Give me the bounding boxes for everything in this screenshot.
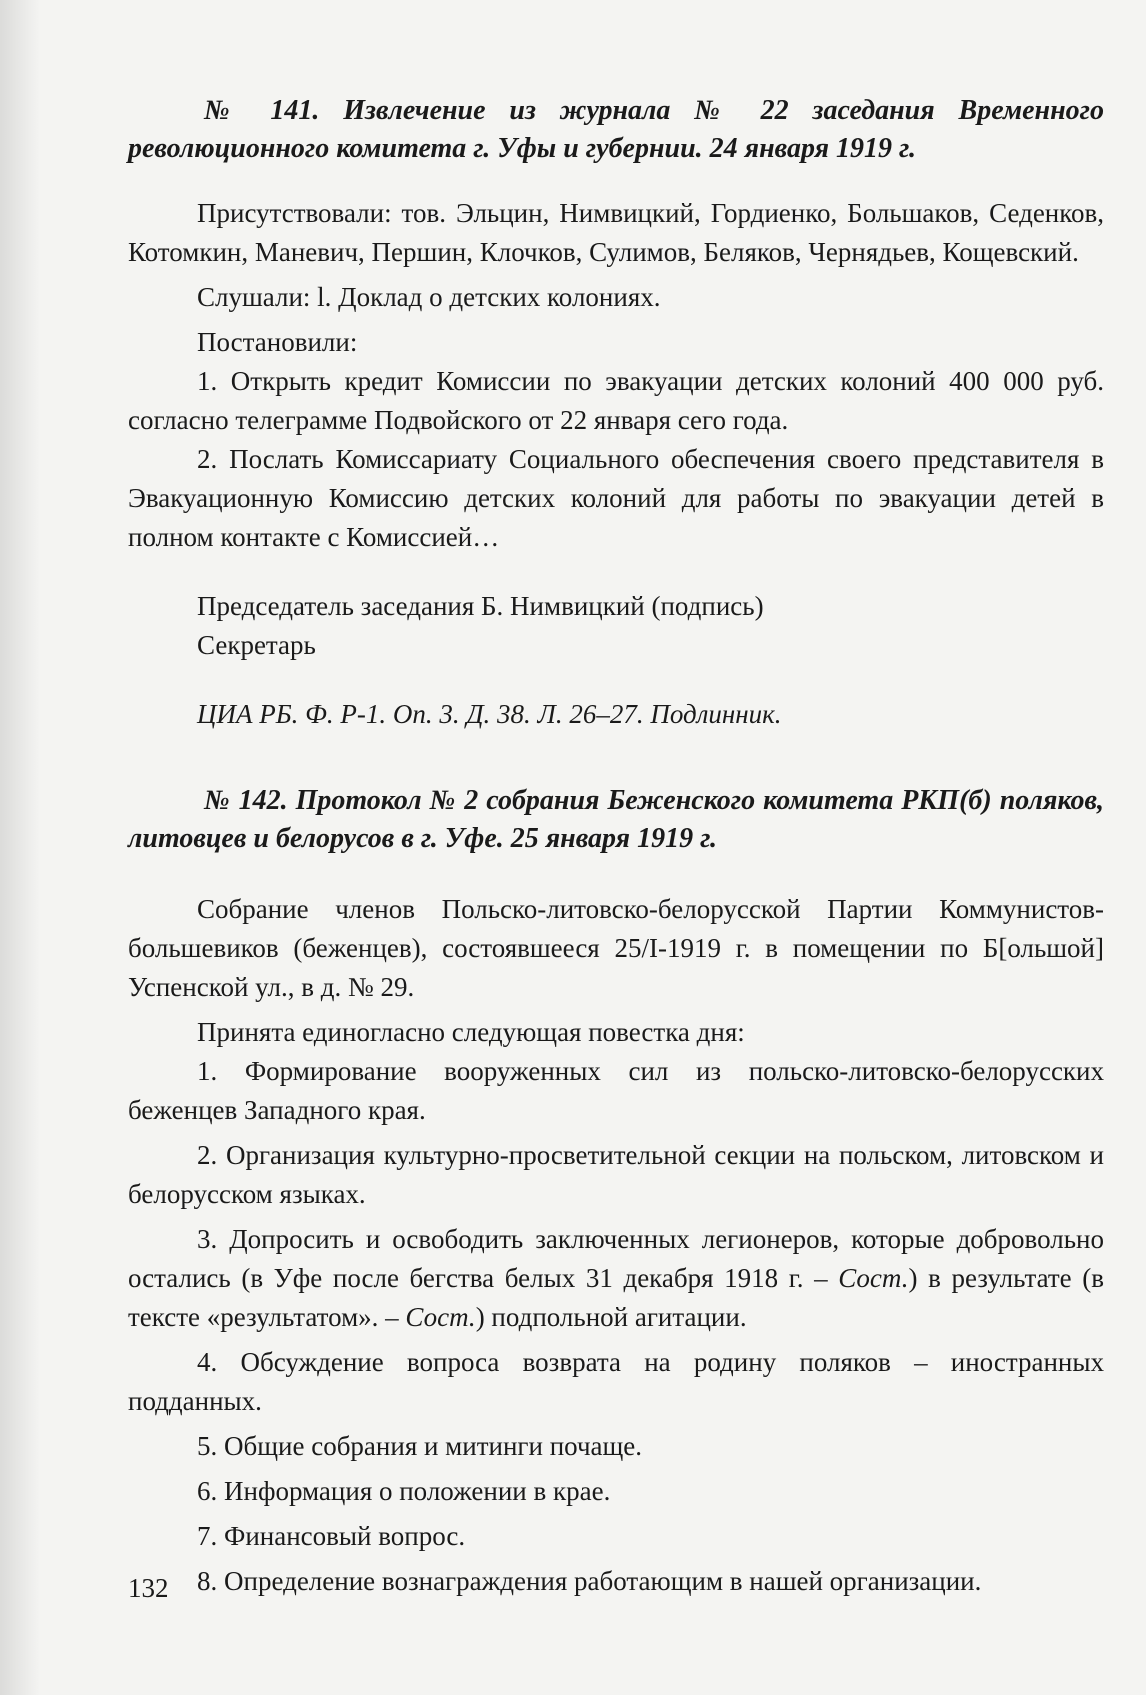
doc141-chairman: Председатель заседания Б. Нимвицкий (подпись) bbox=[197, 591, 764, 621]
doc142-heading: № 142. Протокол № 2 собрания Беженского комитета РКП(б) поляков, литовцев и белорусов в г. Уфе. 25 января 1919 г. bbox=[128, 785, 1104, 854]
page-number: 132 bbox=[128, 1573, 169, 1603]
agenda-item-7: 7. Финансовый вопрос. bbox=[197, 1521, 466, 1551]
agenda-item-2: 2. Организация культурно-просветительной секции на польском, литовском и белорусском языках. bbox=[128, 1140, 1104, 1209]
doc142-intro: Собрание членов Польско-литовско-белорусской Партии Коммунистов-большевиков (беженцев), состоявшееся 25/I-1919 г. в помещении по Б[ольшой] Успенской ул., в д. № 29. bbox=[128, 894, 1104, 1002]
agenda-item-6: 6. Информация о положении в крае. bbox=[197, 1476, 611, 1506]
agenda-item-3-sost-1: Сост. bbox=[838, 1263, 909, 1293]
agenda-item-3-part-2: ) в результате (в тексте «результатом». – bbox=[128, 1263, 1104, 1332]
doc141-heading: № 141. Извлечение из журнала № 22 заседания Временного революционного комитета г. Уфы и губернии. 24 января 1919 г. bbox=[128, 95, 1104, 164]
doc141-item-1: 1. Открыть кредит Комиссии по эвакуации детских колоний 400 000 руб. согласно телеграмме Подвойского от 22 января сего года. bbox=[128, 366, 1104, 435]
scan-edge-shadow bbox=[0, 0, 40, 1695]
agenda-item-8: 8. Определение вознаграждения работающим в нашей организации. bbox=[197, 1566, 982, 1596]
agenda-item-4: 4. Обсуждение вопроса возврата на родину поляков – иностранных подданных. bbox=[128, 1347, 1104, 1416]
doc142-agenda-label: Принята единогласно следующая повестка дня: bbox=[197, 1017, 745, 1047]
doc141-heard: Слушали: l. Доклад о детских колониях. bbox=[197, 282, 661, 312]
agenda-item-3-part-3: ) подпольной агитации. bbox=[475, 1302, 747, 1332]
doc141-present: Присутствовали: тов. Эльцин, Нимвицкий, Гордиенко, Большаков, Седенков, Котомкин, Маневич, Першин, Клочков, Сулимов, Беляков, Чернядьев, Кощевский. bbox=[128, 198, 1104, 267]
doc141-source: ЦИА РБ. Ф. Р-1. Оп. 3. Д. 38. Л. 26–27. Подлинник. bbox=[197, 699, 782, 729]
agenda-item-3-part-1: 3. Допросить и освободить заключенных легионеров, которые добровольно остались (в Уфе после бегства белых 31 декабря 1918 г. – bbox=[128, 1224, 1104, 1293]
doc141-resolved-label: Постановили: bbox=[197, 327, 358, 357]
doc141-item-2: 2. Послать Комиссариату Социального обеспечения своего представителя в Эвакуационную Комиссию детских колоний для работы по эвакуации детей в полном контакте с Комиссией… bbox=[128, 444, 1104, 552]
agenda-item-5: 5. Общие собрания и митинги почаще. bbox=[197, 1431, 643, 1461]
agenda-item-1: 1. Формирование вооруженных сил из польско-литовско-белорусских беженцев Западного края. bbox=[128, 1056, 1104, 1125]
agenda-item-3 bbox=[128, 1220, 1104, 1337]
agenda-item-3-sost-2: Сост. bbox=[405, 1302, 476, 1332]
page-content bbox=[128, 92, 1104, 1601]
doc141-secretary: Секретарь bbox=[197, 630, 316, 660]
